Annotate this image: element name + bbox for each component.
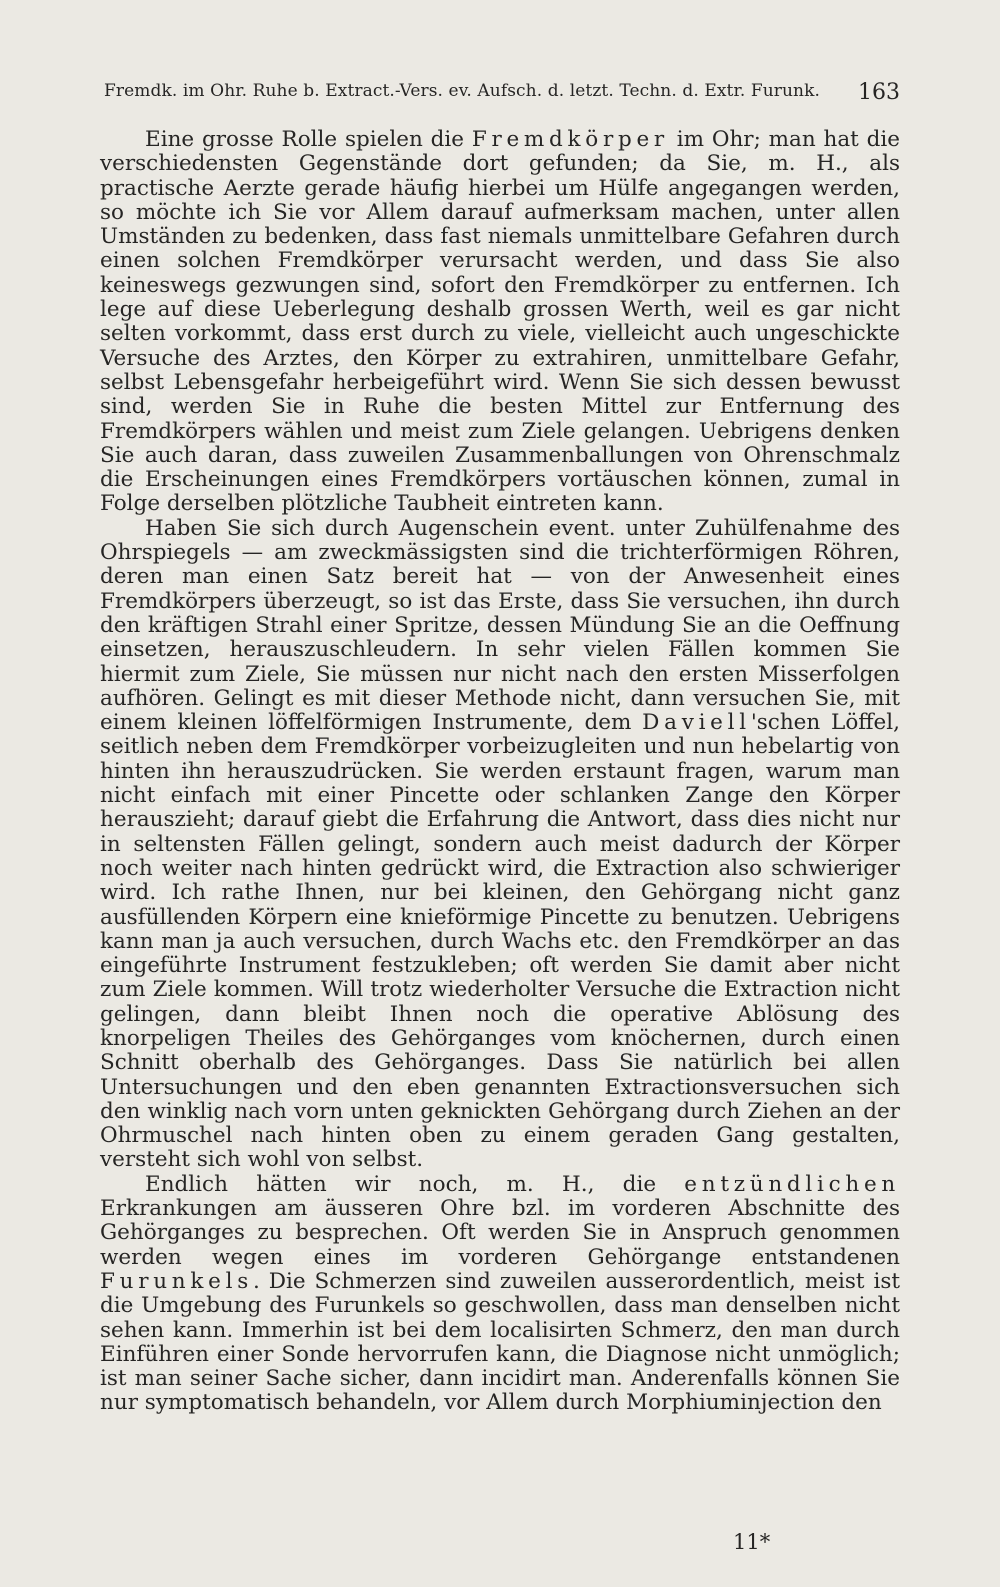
paragraph-text: 'schen Löffel, seitlich neben dem Fremdkörper vorbeizugleiten und nun hebelartig von hinten ihn herauszudrücken. Sie werden erstaunt fragen, warum man nicht einfach mit einer Pincette oder schlanken Zange den Körper herauszieht; darauf giebt die Erfahrung die Antwort, dass dies nicht nur in seltensten Fällen gelingt, sondern auch meist dadurch der Körper noch weiter nach hinten gedrückt wird, die Extraction also schwieriger wird. Ich rathe Ihnen, nur bei kleinen, den Gehörgang nicht ganz ausfüllenden Körpern eine knieförmige Pincette zu benutzen. Uebrigens kann man ja auch versuchen, durch Wachs etc. den Fremdkörper an das eingeführte Instrument festzukleben; oft werden Sie damit aber nicht zum Ziele kommen. Will trotz wiederholter Versuche die Extraction nicht gelingen, dann bleibt Ihnen noch die operative Ablösung des knorpeligen Theiles des Gehörganges vom knöchernen, durch einen Schnitt oberhalb des Gehörganges. Dass Sie natürlich bei allen Untersuchungen und den eben genannten Extractionsversuchen sich den winklig nach vorn unten geknickten Gehörgang durch Ziehen an der Ohrmuschel nach hinten oben zu einem geraden Gang gestalten, versteht sich wohl von selbst. bbox=[100, 710, 900, 1173]
emphasized-term: entzündlichen bbox=[684, 1171, 900, 1197]
emphasized-name: Daviell bbox=[642, 710, 751, 736]
paragraph-text: im Ohr; man hat die verschiedensten Gegenstände dort gefunden; da Sie, m. H., als practische Aerzte gerade häufig hierbei um Hülfe angegangen werden, so möchte ich Sie vor Allem darauf aufmerksam machen, unter allen Umständen zu bedenken, dass fast niemals unmittelbare Gefahren durch einen solchen Fremdkörper verursacht werden, und dass Sie also keineswegs gezwungen sind, sofort den Fremdkörper zu entfernen. Ich lege auf diese Ueberlegung deshalb grossen Werth, weil es gar nicht selten vorkommt, dass erst durch zu viele, vielleicht auch ungeschickte Versuche des Arztes, den Körper zu extrahiren, unmittelbare Gefahr, selbst Lebensgefahr herbeigeführt wird. Wenn Sie sich dessen bewusst sind, werden Sie in Ruhe die besten Mittel zur Entfernung des Fremdkörpers wählen und meist zum Ziele gelangen. Uebrigens denken Sie auch daran, dass zuweilen Zusammenballungen von Ohrenschmalz die Erscheinungen eines Fremdkörpers vortäuschen können, zumal in Folge derselben plötzliche Taubheit eintreten kann. bbox=[100, 127, 900, 517]
signature-mark: 11* bbox=[733, 1530, 771, 1554]
paragraph-extraction-methods bbox=[100, 517, 900, 1173]
paragraph-text: Erkrankungen am äusseren Ohre bzl. im vorderen Abschnitte des Gehörganges zu besprechen. Oft werden Sie in Anspruch genommen werden wegen eines im vorderen Gehörgange entstandenen bbox=[100, 1196, 900, 1270]
body-text bbox=[100, 128, 900, 1416]
page-number: 163 bbox=[858, 80, 900, 105]
paragraph-inflammations bbox=[100, 1173, 900, 1416]
paragraph-foreign-bodies bbox=[100, 128, 900, 517]
paragraph-text: Eine grosse Rolle spielen die bbox=[145, 127, 472, 152]
running-title: Fremdk. im Ohr. Ruhe b. Extract.-Vers. ev. Aufsch. d. letzt. Techn. d. Extr. Furunk. bbox=[104, 81, 820, 101]
emphasized-term: Furunkels bbox=[100, 1268, 253, 1294]
emphasized-term: Fremdkörper bbox=[471, 127, 669, 152]
paragraph-text: Endlich hätten wir noch, m. H., die bbox=[145, 1171, 685, 1197]
running-header bbox=[104, 76, 900, 106]
paragraph-text: . Die Schmerzen sind zuweilen ausserordentlich, meist ist die Umgebung des Furunkels so geschwollen, dass man denselben nicht sehen kann. Immerhin ist bei dem localisirten Schmerz, den man durch Einführen einer Sonde hervorrufen kann, die Diagnose nicht unmöglich; ist man seiner Sache sicher, dann incidirt man. Anderenfalls können Sie nur symptomatisch behandeln, vor Allem durch Morphiuminjection den bbox=[100, 1268, 900, 1416]
paragraph-text: Haben Sie sich durch Augenschein event. unter Zuhülfenahme des Ohrspiegels — am zweckmässigsten sind die trichterförmigen Röhren, deren man einen Satz bereit hat — von der Anwesenheit eines Fremdkörpers überzeugt, so ist das Erste, dass Sie versuchen, ihn durch den kräftigen Strahl einer Spritze, dessen Mündung Sie an die Oeffnung einsetzen, herauszuschleudern. In sehr vielen Fällen kommen Sie hiermit zum Ziele, Sie müssen nur nicht nach den ersten Misserfolgen aufhören. Gelingt es mit dieser Methode nicht, dann versuchen Sie, mit einem kleinen löffelförmigen Instrumente, dem bbox=[100, 515, 900, 736]
